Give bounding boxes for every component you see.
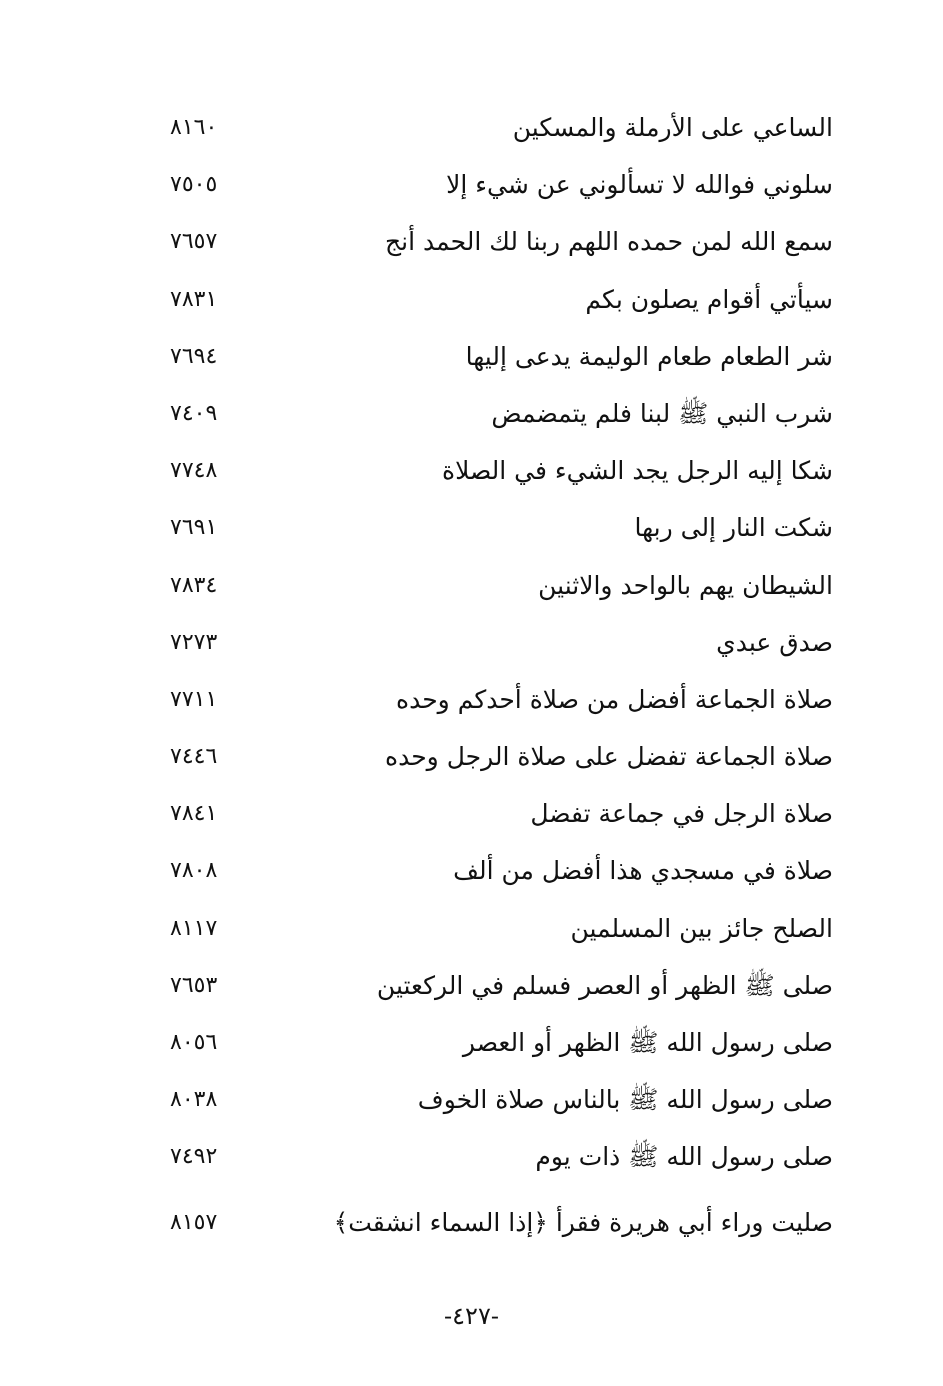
entry-text: صلاة الجماعة تفضل على صلاة الرجل وحده bbox=[385, 742, 833, 772]
entry-text: صلاة الرجل في جماعة تفضل bbox=[530, 799, 833, 829]
entry-reference-number: ٧٥٠٥ bbox=[170, 172, 218, 198]
index-entry bbox=[0, 1015, 943, 1072]
entry-text: صلى رسول الله ﷺ ذات يوم bbox=[535, 1142, 833, 1172]
index-entry bbox=[0, 1195, 943, 1252]
entry-reference-number: ٨٠٣٨ bbox=[170, 1087, 218, 1113]
entry-text: شكا إليه الرجل يجد الشيء في الصلاة bbox=[441, 456, 833, 486]
entry-reference-number: ٧٤٠٩ bbox=[170, 400, 218, 426]
page-number: -٤٢٧- bbox=[444, 1302, 499, 1330]
entry-reference-number: ٧٧١١ bbox=[170, 686, 218, 712]
index-entry bbox=[0, 558, 943, 615]
index-entry bbox=[0, 157, 943, 214]
index-entry bbox=[0, 100, 943, 157]
entry-reference-number: ٨١٦٠ bbox=[170, 115, 218, 140]
entry-text: صليت وراء أبي هريرة فقرأ ﴿إذا السماء انشقت﴾ bbox=[333, 1207, 833, 1237]
hadith-index-list bbox=[0, 100, 943, 1252]
entry-reference-number: ٧٨٠٨ bbox=[170, 858, 218, 884]
index-entry bbox=[0, 500, 943, 557]
index-entry bbox=[0, 1129, 943, 1186]
entry-reference-number: ٨٠٥٦ bbox=[170, 1030, 218, 1055]
entry-reference-number: ٧٨٣٤ bbox=[170, 572, 218, 598]
entry-text: سمع الله لمن حمده اللهم ربنا لك الحمد أنج bbox=[385, 227, 833, 257]
entry-reference-number: ٧٦٩٤ bbox=[170, 343, 218, 369]
index-entry bbox=[0, 901, 943, 958]
entry-reference-number: ٧٧٤٨ bbox=[170, 458, 218, 484]
index-entry bbox=[0, 386, 943, 443]
entry-text: صدق عبدي bbox=[716, 627, 833, 657]
index-entry bbox=[0, 672, 943, 729]
entry-reference-number: ٧٦٥٣ bbox=[170, 972, 218, 998]
entry-reference-number: ٧٨٣١ bbox=[170, 286, 218, 312]
index-entry bbox=[0, 214, 943, 271]
entry-reference-number: ٧٨٤١ bbox=[170, 801, 218, 827]
index-entry bbox=[0, 272, 943, 329]
entry-text: صلى رسول الله ﷺ الظهر أو العصر bbox=[462, 1028, 833, 1057]
index-entry bbox=[0, 615, 943, 672]
entry-text: شر الطعام طعام الوليمة يدعى إليها bbox=[465, 341, 833, 371]
entry-reference-number: ٧٤٩٢ bbox=[170, 1144, 218, 1170]
entry-reference-number: ٧٤٤٦ bbox=[170, 744, 218, 770]
entry-text: الشيطان يهم بالواحد والاثنين bbox=[538, 570, 833, 600]
entry-text: شكت النار إلى ربها bbox=[634, 513, 833, 543]
entry-text: صلاة في مسجدي هذا أفضل من ألف bbox=[453, 856, 833, 886]
index-entry bbox=[0, 958, 943, 1015]
entry-text: الساعي على الأرملة والمسكين bbox=[512, 113, 833, 142]
index-entry bbox=[0, 786, 943, 843]
entry-text: صلى ﷺ الظهر أو العصر فسلم في الركعتين bbox=[376, 970, 833, 1000]
entry-reference-number: ٧٦٩١ bbox=[170, 515, 218, 541]
entry-reference-number: ٧٢٧٣ bbox=[170, 629, 218, 655]
entry-text: سلوني فوالله لا تسألوني عن شيء إلا bbox=[446, 170, 833, 200]
index-entry bbox=[0, 443, 943, 500]
entry-text: سيأتي أقوام يصلون بكم bbox=[585, 284, 833, 314]
entry-text: شرب النبي ﷺ لبنا فلم يتمضمض bbox=[491, 398, 833, 428]
entry-text: صلاة الجماعة أفضل من صلاة أحدكم وحده bbox=[396, 684, 833, 714]
entry-reference-number: ٨١١٧ bbox=[170, 915, 218, 941]
entry-text: الصلح جائز بين المسلمين bbox=[570, 913, 833, 943]
index-entry bbox=[0, 843, 943, 900]
index-entry bbox=[0, 1072, 943, 1129]
index-entry bbox=[0, 729, 943, 786]
entry-reference-number: ٨١٥٧ bbox=[170, 1209, 218, 1235]
index-entry bbox=[0, 329, 943, 386]
entry-text: صلى رسول الله ﷺ بالناس صلاة الخوف bbox=[417, 1085, 833, 1115]
entry-reference-number: ٧٦٥٧ bbox=[170, 229, 218, 255]
